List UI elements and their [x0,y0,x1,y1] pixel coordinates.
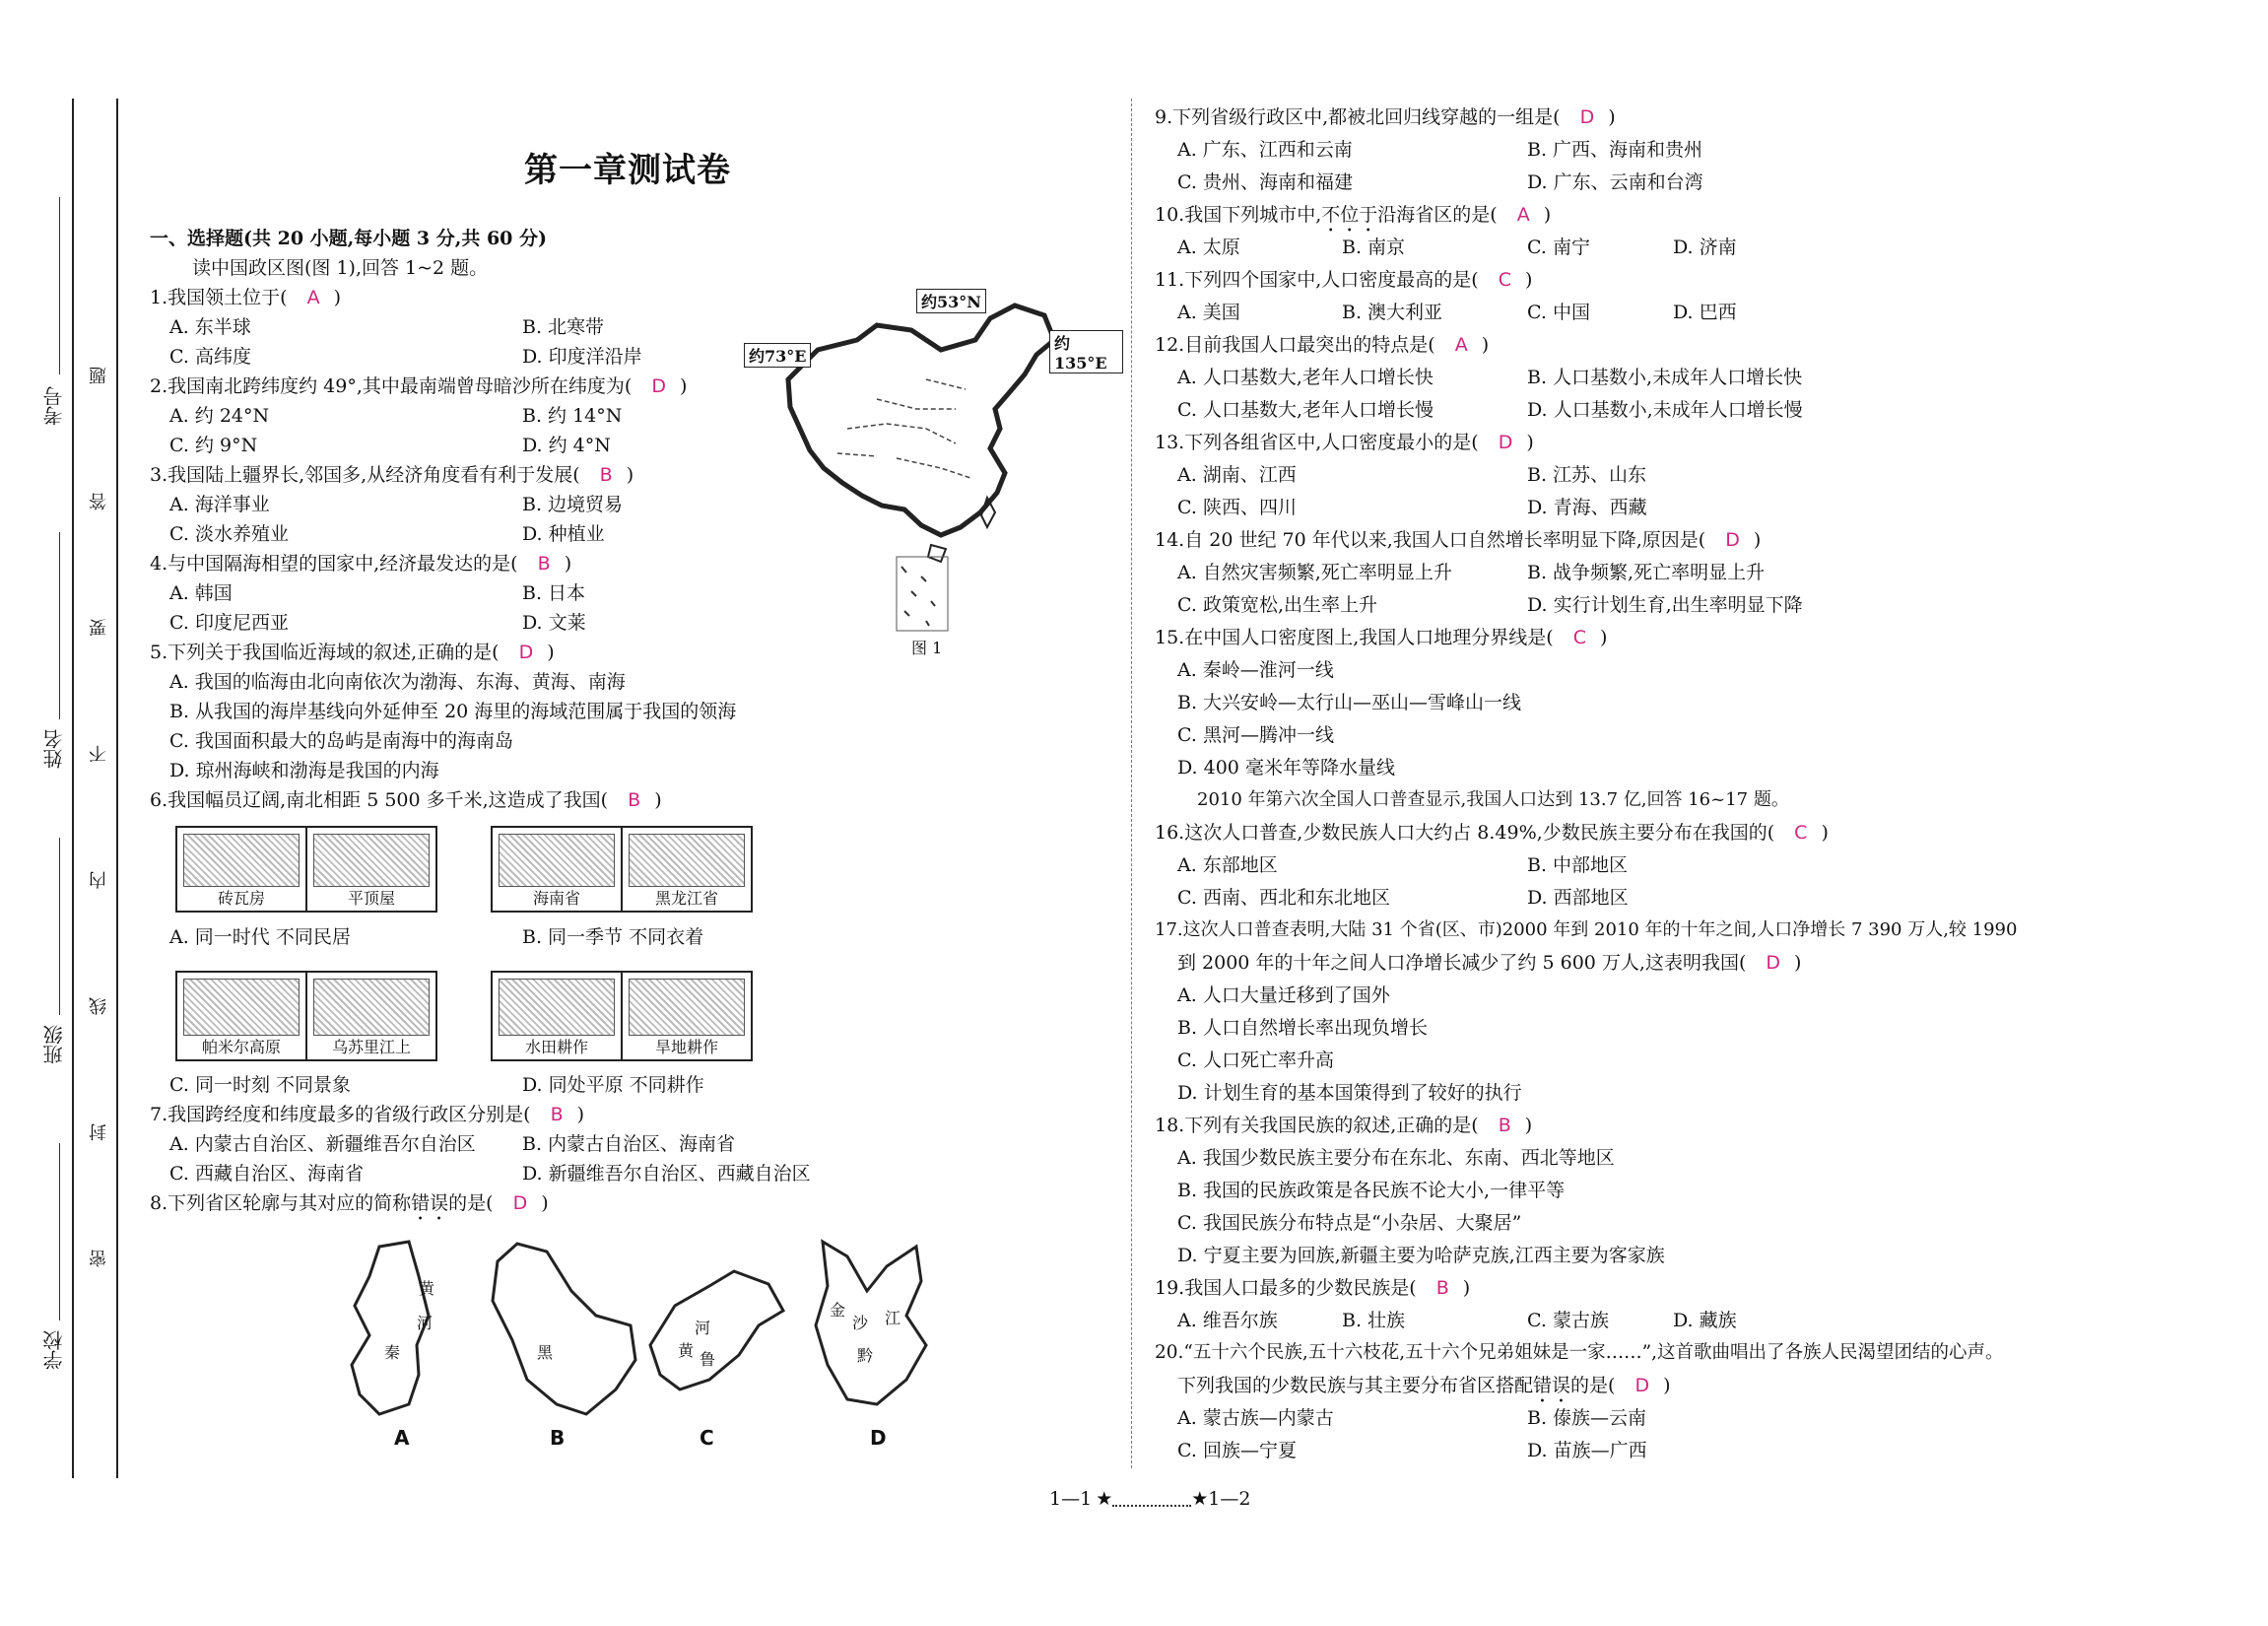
house-icon [183,834,300,887]
question-11: 11.下列四个国家中,人口密度最高的是( C ) [1155,269,1533,291]
question-9: 9.下列省级行政区中,都被北回归线穿越的一组是( D ) [1155,106,1616,128]
option: B. 我国的民族政策是各民族不论大小,一律平等 [1177,1180,1566,1201]
image-cell: 砖瓦房 [177,828,307,911]
option: D. 同处平原 不同耕作 [522,1074,704,1096]
option: D. 400 毫米年等降水量线 [1177,757,1395,779]
footer-page-right: 1—2 [1208,1488,1251,1510]
image-pair-c [175,971,437,1061]
option: C. 贵州、海南和福建 [1177,171,1353,193]
answer-1: A [306,287,320,308]
footer-page-left: 1—1 [1049,1488,1093,1510]
person-icon [499,834,615,887]
answer-12: A [1454,334,1468,356]
option: A. 海洋事业 [169,494,270,515]
option: A. 东部地区 [1177,854,1278,876]
option: C. 蒙古族 [1527,1310,1609,1331]
option: C. 约 9°N [169,435,258,456]
answer-4: B [537,553,551,575]
option: B. 内蒙古自治区、海南省 [522,1133,736,1155]
question-20-line2: 下列我国的少数民族与其主要分布省区搭配错误的是( D ) [1177,1375,1671,1396]
option: B. 日本 [522,582,586,604]
image-pair-a [175,826,437,913]
seal-char: 封 [89,1123,109,1141]
option: D. 巴西 [1673,302,1737,323]
question-6: 6.我国幅员辽阔,南北相距 5 500 多千米,这造成了我国( B ) [150,789,662,811]
map-label-east: 约135°E [1049,330,1123,373]
option: B. 人口基数小,未成年人口增长快 [1527,367,1803,388]
option: B. 中部地区 [1527,854,1629,876]
answer-7: B [550,1104,564,1125]
option: B. 战争频繁,死亡率明显上升 [1527,562,1766,583]
question-4: 4.与中国隔海相望的国家中,经济最发达的是( B ) [150,553,572,575]
question-2: 2.我国南北跨纬度约 49°,其中最南端曾母暗沙所在纬度为( D ) [150,375,688,397]
question-18: 18.下列有关我国民族的叙述,正确的是( B ) [1155,1115,1533,1136]
landscape-icon [183,979,300,1036]
exam-number-field[interactable] [59,197,60,374]
option: C. 陕西、四川 [1177,497,1297,518]
binding-line-outer [72,99,74,1478]
option: B. 江苏、山东 [1527,464,1647,486]
answer-19: B [1435,1277,1449,1299]
china-map-figure [729,281,1123,657]
intro-text: 2010 年第六次全国人口普查显示,我国人口达到 13.7 亿,回答 16~17 题。 [1197,789,1789,810]
landscape-icon [313,979,430,1036]
field-icon [629,979,745,1036]
option: B. 从我国的海岸基线向外延伸至 20 海里的海域范围属于我国的领海 [169,701,737,722]
option: D. 宁夏主要为回族,新疆主要为哈萨克族,江西主要为客家族 [1177,1245,1665,1266]
answer-5: D [518,642,534,663]
option: A. 约 24°N [169,405,270,427]
image-cell: 帕米尔高原 [177,973,307,1059]
option: A. 湖南、江西 [1177,464,1297,486]
option: D. 青海、西藏 [1527,497,1647,518]
option: C. 西藏自治区、海南省 [169,1163,364,1185]
question-17-line1: 17.这次人口普查表明,大陆 31 个省(区、市)2000 年到 2010 年的十年之间,人口净增长 7 390 万人,较 1990 [1155,919,2018,940]
seal-char: 答 [89,493,109,510]
question-20-line1: 20.“五十六个民族,五十六枝花,五十六个兄弟姐妹是一家……”,这首歌曲唱出了各族人民渴望团结的心声。 [1155,1342,2004,1363]
label-class: 班级 [42,1025,66,1064]
province-outline-c: 河 黄 鲁 [640,1266,788,1414]
option: B. 人口自然增长率出现负增长 [1177,1017,1429,1039]
label-exam-number: 考号 [42,386,66,426]
option: A. 我国少数民族主要分布在东北、东南、西北等地区 [1177,1147,1615,1169]
option: B. 澳大利亚 [1342,302,1443,323]
answer-6: B [628,789,641,811]
option: D. 实行计划生育,出生率明显下降 [1527,594,1803,616]
option: B. 壮族 [1342,1310,1406,1331]
question-7: 7.我国跨经度和纬度最多的省级行政区分别是( B ) [150,1104,585,1125]
seal-char: 要 [89,619,109,637]
option: C. 南宁 [1527,237,1590,258]
option: A. 太原 [1177,237,1240,258]
answer-8: D [512,1192,528,1214]
star-icon: ★ [1096,1488,1113,1510]
field-icon [499,979,615,1036]
province-outline-d: 金 沙 江 黔 [808,1237,956,1424]
option: A. 美国 [1177,302,1240,323]
option-letter: B [550,1426,566,1450]
class-field[interactable] [59,838,60,1015]
option: B. 南京 [1342,237,1406,258]
option: D. 印度洋沿岸 [522,346,642,368]
section-heading: 一、选择题(共 20 小题,每小题 3 分,共 60 分) [150,228,547,249]
house-icon [313,834,430,887]
option: D. 约 4°N [522,435,611,456]
option: B. 北寒带 [522,316,605,338]
option: B. 广西、海南和贵州 [1527,139,1703,161]
question-3: 3.我国陆上疆界长,邻国多,从经济角度看有利于发展( B ) [150,464,634,486]
answer-17: D [1766,952,1781,974]
question-19: 19.我国人口最多的少数民族是( B ) [1155,1277,1471,1299]
option: D. 藏族 [1673,1310,1737,1331]
option: C. 淡水养殖业 [169,523,289,545]
option: D. 济南 [1673,237,1737,258]
map-label-west: 约73°E [744,343,811,368]
option: B. 约 14°N [522,405,623,427]
seal-char: 不 [89,745,109,763]
page-footer [1049,1488,1250,1510]
footer-divider [1112,1491,1191,1507]
option: C. 中国 [1527,302,1590,323]
image-cell: 黑龙江省 [623,828,751,911]
option: A. 东半球 [169,316,251,338]
answer-18: B [1498,1115,1511,1136]
label-name: 姓名 [42,729,66,769]
image-cell: 旱地耕作 [623,973,751,1059]
answer-3: B [599,464,613,486]
answer-13: D [1498,432,1513,453]
option: C. 我国民族分布特点是“小杂居、大聚居” [1177,1212,1522,1234]
column-divider [1131,99,1132,1468]
option: A. 人口大量迁移到了国外 [1177,984,1390,1006]
option: D. 计划生育的基本国策得到了较好的执行 [1177,1082,1522,1104]
option: A. 秦岭—淮河一线 [1177,659,1334,681]
map-label-north: 约53°N [916,289,986,313]
binding-line-inner [116,99,118,1478]
answer-20: D [1634,1375,1650,1396]
seal-char: 内 [89,871,109,889]
name-field[interactable] [59,532,60,719]
answer-9: D [1579,106,1595,128]
question-16: 16.这次人口普查,少数民族人口大约占 8.49%,少数民族主要分布在我国的( C ) [1155,822,1829,844]
question-14: 14.自 20 世纪 70 年代以来,我国人口自然增长率明显下降,原因是( D ) [1155,529,1762,551]
option: C. 人口基数大,老年人口增长慢 [1177,399,1434,421]
option: D. 西部地区 [1527,887,1629,909]
option: D. 琼州海峡和渤海是我国的内海 [169,760,439,781]
question-17-line2: 到 2000 年的十年之间人口净增长减少了约 5 600 万人,这表明我国( D ) [1177,952,1802,974]
image-cell: 水田耕作 [493,973,623,1059]
option: A. 自然灾害频繁,死亡率明显上升 [1177,562,1452,583]
province-outline-b: 黑 [478,1232,650,1424]
option-letter: A [394,1426,410,1450]
question-10: 10.我国下列城市中,不位于沿海省区的是( A ) [1155,204,1552,226]
figure-caption: 图 1 [911,639,943,657]
option: A. 蒙古族—内蒙古 [1177,1407,1334,1429]
question-15: 15.在中国人口密度图上,我国人口地理分界线是( C ) [1155,627,1608,648]
answer-15: C [1572,627,1586,648]
option: A. 维吾尔族 [1177,1310,1278,1331]
question-12: 12.目前我国人口最突出的特点是( A ) [1155,334,1490,356]
option: C. 高纬度 [169,346,251,368]
option: D. 广东、云南和台湾 [1527,171,1703,193]
question-5: 5.下列关于我国临近海域的叙述,正确的是( D ) [150,642,555,663]
question-1: 1.我国领土位于( A ) [150,287,342,308]
page-title: 第一章测试卷 [524,151,731,190]
seal-char: 题 [89,367,109,384]
option: D. 苗族—广西 [1527,1440,1647,1461]
option: C. 人口死亡率升高 [1177,1050,1334,1071]
answer-2: D [651,375,666,397]
option: A. 我国的临海由北向南依次为渤海、东海、黄海、南海 [169,671,626,693]
option: C. 政策宽松,出生率上升 [1177,594,1377,616]
question-8: 8.下列省区轮廓与其对应的简称错误的是( D ) [150,1192,549,1214]
seal-char: 线 [89,997,109,1015]
image-pair-b [491,826,753,913]
star-icon: ★ [1191,1488,1209,1510]
option: A. 同一时代 不同民居 [169,926,351,948]
option: D. 种植业 [522,523,605,545]
seal-char: 密 [89,1250,109,1267]
image-cell: 乌苏里江上 [307,973,435,1059]
option: C. 回族—宁夏 [1177,1440,1297,1461]
image-cell: 海南省 [493,828,623,911]
option: B. 同一季节 不同衣着 [522,926,704,948]
option: C. 我国面积最大的岛屿是南海中的海南岛 [169,730,513,752]
person-icon [629,834,745,887]
image-pair-d [491,971,753,1061]
option: D. 人口基数小,未成年人口增长慢 [1527,399,1803,421]
option-letter: D [870,1426,887,1450]
option: B. 大兴安岭—太行山—巫山—雪峰山一线 [1177,692,1522,713]
answer-14: D [1725,529,1740,551]
option: B. 边境贸易 [522,494,624,515]
image-cell: 平顶屋 [307,828,435,911]
answer-10: A [1516,204,1530,226]
option: D. 文莱 [522,612,586,634]
school-field[interactable] [59,1143,60,1321]
option: A. 韩国 [169,582,233,604]
option: C. 印度尼西亚 [169,612,289,634]
answer-11: C [1498,269,1511,291]
option: D. 新疆维吾尔自治区、西藏自治区 [522,1163,811,1185]
label-school: 学校 [42,1330,66,1370]
option: A. 人口基数大,老年人口增长快 [1177,367,1434,388]
answer-16: C [1794,822,1808,844]
option: A. 广东、江西和云南 [1177,139,1353,161]
province-outline-a: 黄 河 秦 [340,1237,458,1424]
option: A. 内蒙古自治区、新疆维吾尔自治区 [169,1133,476,1155]
intro-text: 读中国政区图(图 1),回答 1~2 题。 [192,257,489,279]
option: B. 傣族—云南 [1527,1407,1647,1429]
option-letter: C [700,1426,714,1450]
option: C. 同一时刻 不同景象 [169,1074,351,1096]
option: C. 黑河—腾冲一线 [1177,724,1334,746]
question-13: 13.下列各组省区中,人口密度最小的是( D ) [1155,432,1534,453]
option: C. 西南、西北和东北地区 [1177,887,1390,909]
